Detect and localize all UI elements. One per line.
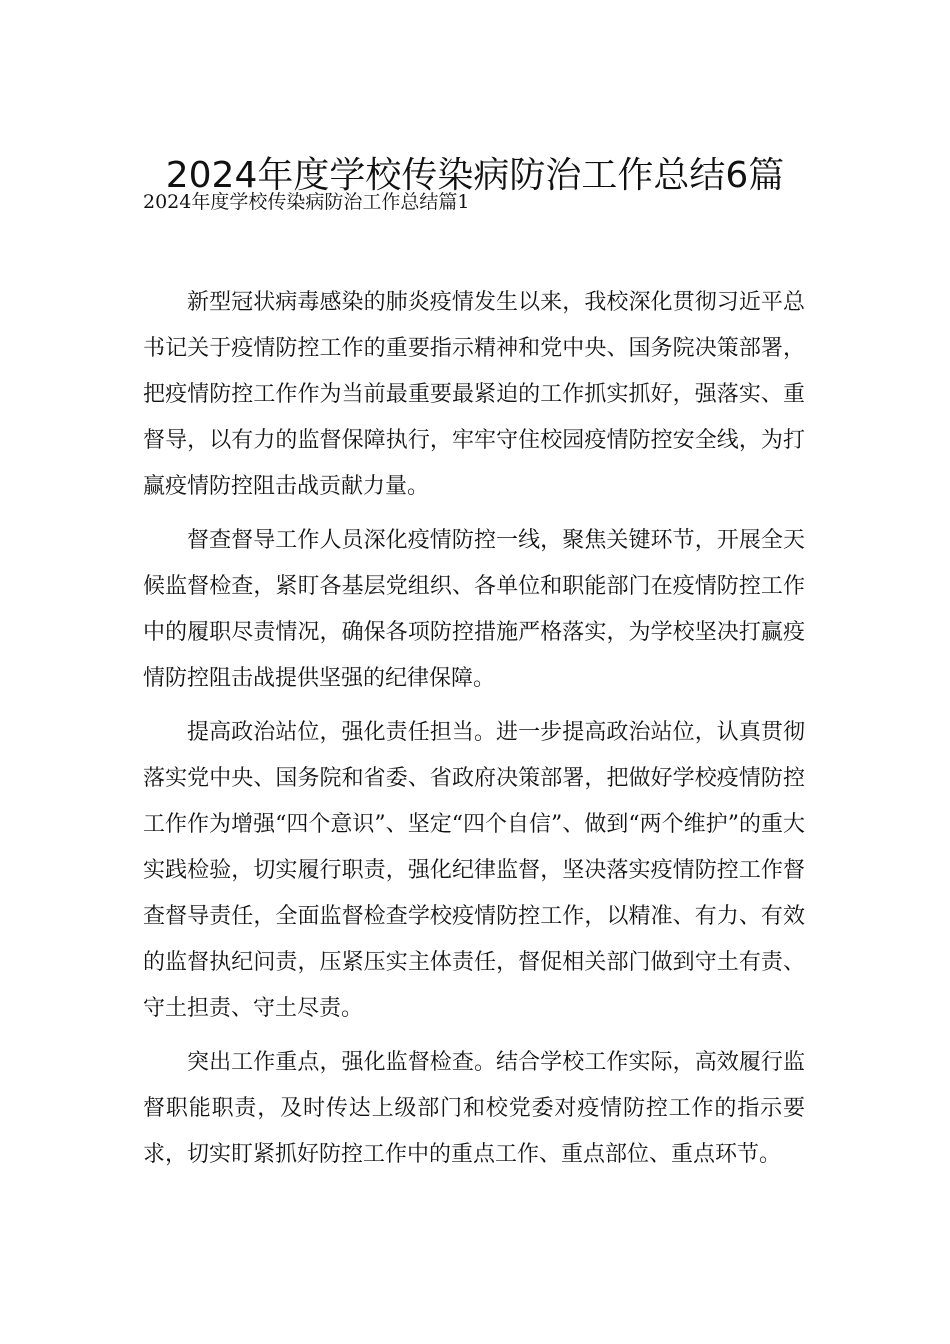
document-title: 2024年度学校传染病防治工作总结6篇 [165, 155, 785, 197]
paragraph-2: 督查督导工作人员深化疫情防控一线，聚焦关键环节，开展全天候监督检查，紧盯各基层党组织、各单位和职能部门在疫情防控工作中的履职尽责情况，确保各项防控措施严格落实，为学校坚决打赢疫情防控阻击战提供坚强的纪律保障。 [143, 528, 805, 691]
paragraph-1: 新型冠状病毒感染的肺炎疫情发生以来，我校深化贯彻习近平总书记关于疫情防控工作的重要指示精神和党中央、国务院决策部署，把疫情防控工作作为当前最重要最紧迫的工作抓实抓好，强落实、重督导，以有力的监督保障执行，牢牢守住校园疫情防控安全线，为打赢疫情防控阻击战贡献力量。 [143, 290, 805, 499]
document-subtitle: 2024年度学校传染病防治工作总结篇1 [143, 191, 470, 213]
paragraph-3: 提高政治站位，强化责任担当。进一步提高政治站位，认真贯彻落实党中央、国务院和省委、省政府决策部署，把做好学校疫情防控工作作为增强“四个意识”、坚定“四个自信”、做到“两个维护”的重大实践检验，切实履行职责，强化纪律监督，坚决落实疫情防控工作督查督导责任，全面监督检查学校疫情防控工作，以精准、有力、有效的监督执纪问责，压紧压实主体责任，督促相关部门做到守土有责、守土担责、守土尽责。 [143, 720, 805, 1021]
paragraph-4: 突出工作重点，强化监督检查。结合学校工作实际，高效履行监督职能职责，及时传达上级部门和校党委对疫情防控工作的指示要求，切实盯紧抓好防控工作中的重点工作、重点部位、重点环节。 [143, 1050, 805, 1167]
document-body [143, 280, 805, 1186]
